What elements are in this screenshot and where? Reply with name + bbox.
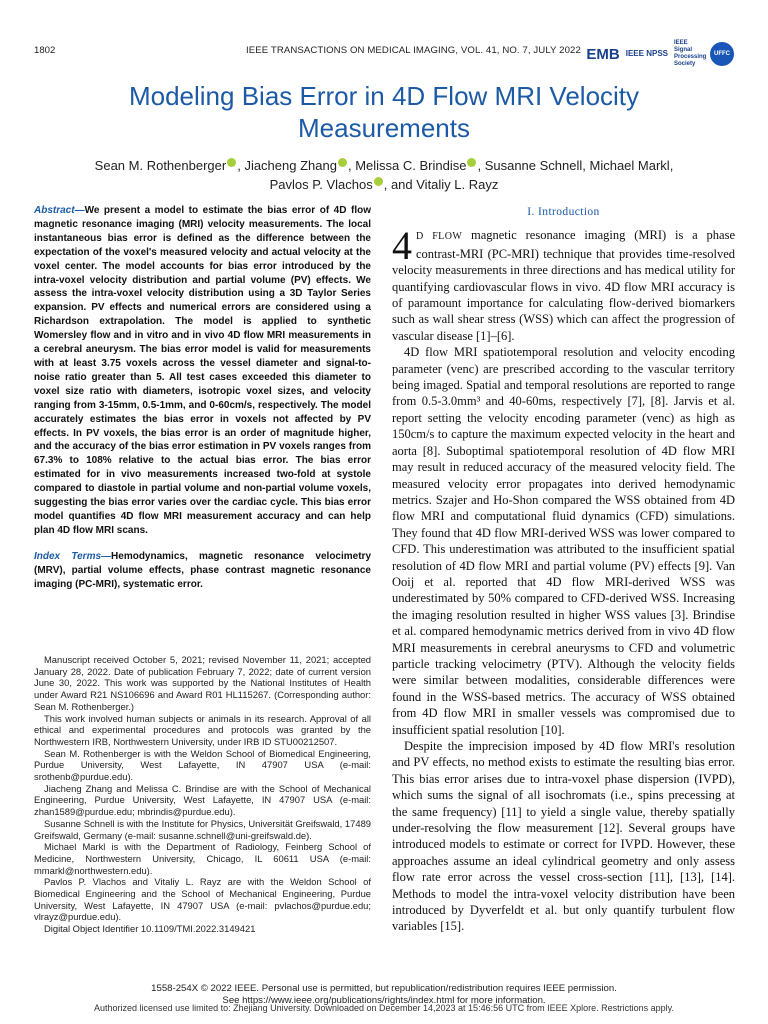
author-separator: , bbox=[347, 158, 356, 173]
abstract-text: We present a model to estimate the bias error of 4D flow magnetic resonance imaging (MRI) velocity measurements. The local instantaneous bias error is defined as the difference between the expectation of the voxel's measured velocity and actual velocity at the voxel center. The model accounts for bias error introduced by the intra-voxel velocity distribution and partial volume (PV) effects. We assess the intra-voxel velocity distribution using a 3D Taylor Series expansion. PV effects and numerical errors are considered using a Richardson extrapolation. The model is applied to synthetic Womersley flow and in vitro and in vivo 4D flow MRI measurements in a cerebral aneurysm. The bias error model is valid for measurements with at least 3.75 voxels across the vessel diameter and signal-to-noise ratio greater than 5. All test cases exceeded this diameter to voxel size ratio with diameters, isotropic voxel sizes, and velocity ranging from 3-15mm, 0.5-1mm, and 0-60cm/s, respectively. The model accurately estimates the bias error in voxels not affected by PV effects. In PV voxels, the bias error is an order of magnitude higher, and the accuracy of the bias error estimation in PV voxels ranges from 67.3% to 108% relative to the actual bias error. The bias error estimated for in vivo measurements increased two-fold at systole compared to diastole in partial volume and non-partial volume voxels, suggesting the bias error varies over the cardiac cycle. This bias error model quantifies 4D flow MRI measurement accuracy and can help plan 4D flow MRI scans. bbox=[34, 205, 371, 536]
index-terms-text: Hemodynamics, magnetic resonance velocimetry (MRV), partial volume effects, phase contrast magnetic resonance imaging (PC-MRI), systematic error. bbox=[34, 550, 372, 590]
paragraph: 4D flow MRI spatiotemporal resolution and velocity encoding parameter (venc) are prescribed according to the vascular territory being imaged. Spatial and temporal resolutions are reported to range from 0.5-3.0mm³ and 40-60ms, respectively [7], [8]. Jarvis et al. report setting the velocity encoding parameter (venc) as high as 150cm/s to capture the maximum expected velocity in the heart and aorta [8]. Suboptimal spatiotemporal resolution of 4D flow MRI may result in reduced accuracy of the measured velocity field. The measured velocity error propagates into derived hemodynamic metrics. Szajer and Ho-Shon compared the WSS obtained from 4D flow MRI and computational fluid dynamics (CFD) simulations. They found that 4D flow MRI-derived WSS was lower compared to CFD. This underestimation was attributed to the insufficient spatial resolution of 4D flow MRI and partial volume (PV) effects [9]. Van Ooij et al. reported that 4D flow MRI-derived WSS was underestimated by 50% compared to CFD-derived WSS. Increasing the imaging resolution resulted in higher WSS values [3]. Brindise et al. compared hemodynamic metrics derived from in vivo 4D flow MRI measurements in cerebral aneurysms to CFD and volumetric particle tracking velocimetry (PTV). Although the velocity fields were similar between modalities, considerable differences were found in the WSS-based metrics. The accuracy of WSS obtained from 4D flow MRI in smaller vessels was compromised due to insufficient spatial resolution [10]. bbox=[392, 345, 735, 737]
drop-cap: 4 bbox=[392, 223, 412, 269]
footnote: This work involved human subjects or animals in its research. Approval of all ethical and experimental procedures and protocols was granted by the Northwestern IRB, Northwestern University, under IRB ID STU00212507. bbox=[34, 712, 371, 747]
section-heading: I. Introduction bbox=[527, 206, 600, 218]
orcid-icon[interactable] bbox=[467, 158, 476, 167]
author-separator: , bbox=[237, 158, 245, 173]
index-terms: Index Terms—Hemodynamics, magnetic resonance velocimetry (MRV), partial volume effects, phase contrast magnetic resonance imaging (PC-MRI), systematic error. bbox=[34, 550, 372, 590]
right-column bbox=[392, 204, 735, 935]
author-name: Melissa C. Brindise bbox=[355, 158, 467, 173]
paragraph: Despite the imprecision imposed by 4D flow MRI's resolution and PV effects, no method exists to estimate the resulting bias error. This bias error arises due to intra-voxel phase dispersion (IVPD), which sums the signal of all isochromats (i.e., spins precessing at the same frequency) [11] to yield a single value, thereby spatially under-resolving the flow measurement [12]. Several groups have introduced models to estimate or correct for IVPD. However, these approaches assume an ideal cylindrical geometry and only assess flow rate error across the vessel cross-section [11], [13], [14]. Methods to model the intra-voxel velocity distribution have been introduced by Dyverfeldt et al. but only quantify turbulent flow variables [15]. bbox=[392, 739, 735, 934]
author-name: Sean M. Rothenberger bbox=[94, 158, 227, 173]
author-separator: , bbox=[477, 158, 485, 173]
author-separator: , bbox=[669, 158, 674, 173]
rights-link[interactable]: See https://www.ieee.org/publications/rights/index.html for more information. bbox=[222, 994, 546, 1006]
footnote: Susanne Schnell is with the Institute for Physics, Universität Greifswald, 17489 Greifswald, Germany (e-mail: susanne.schnell@uni-greifswald.de). bbox=[34, 817, 371, 841]
orcid-icon[interactable] bbox=[374, 177, 383, 186]
footnote: Sean M. Rothenberger is with the Weldon School of Biomedical Engineering, Purdue University, West Lafayette, IN 47907 USA (e-mail: srothenb@purdue.edu). bbox=[34, 747, 371, 783]
page-number: 1802 bbox=[34, 45, 56, 56]
abstract: Abstract—We present a model to estimate the bias error of 4D flow magnetic resonance imaging (MRI) velocity measurements. The local instantaneous bias error is defined as the difference between the expectation of the voxel's measured velocity and actual velocity at the voxel center. The model accounts for bias error introduced by the intra-voxel velocity distribution and partial volume (PV) effects. We assess the intra-voxel velocity distribution using a 3D Taylor Series expansion. PV effects and numerical errors are considered using a Richardson extrapolation. The model is applied to synthetic Womersley flow and in vitro and in vivo 4D flow MRI measurements in a cerebral aneurysm. The bias error model is valid for measurements with at least 3.75 voxels across the vessel diameter and signal-to-noise ratio greater than 5. All test cases exceeded this diameter to voxel size ratio with diameters, isotropic voxel sizes, and velocity ranging from 3-15mm, 0.5-1mm, and 0-60cm/s, respectively. The model accurately estimates the bias error in voxels not affected by PV effects. In PV voxels, the bias error is an order of magnitude higher, and the accuracy of the bias error estimation in PV voxels ranges from 67.3% to 108% relative to the actual bias error. The bias error estimated for in vivo measurements increased two-fold at systole compared to diastole in partial volume and non-partial volume voxels, suggesting the bias error varies over the cardiac cycle. This bias error model quantifies 4D flow MRI measurement accuracy and can help plan 4D flow MRI scans. bbox=[34, 205, 371, 536]
orcid-icon[interactable] bbox=[338, 158, 347, 167]
signal-processing-logo: IEEE Signal Processing Society bbox=[674, 40, 707, 67]
lead-words: D FLOW bbox=[416, 231, 463, 243]
paragraph: 4 D FLOW magnetic resonance imaging (MRI) is a phase contrast-MRI (PC-MRI) technique that provides time-resolved velocity measurements in three directions and has medical utility for quantifying cardiovascular flows in vivo. 4D flow MRI accuracy is of paramount importance for calculating flow-derived biomarkers such as wall shear stress (WSS) which can affect the progression of vascular disease [1]–[6]. bbox=[392, 223, 735, 343]
footnote: Pavlos P. Vlachos and Vitaliy L. Rayz are with the Weldon School of Biomedical Engineering and the School of Mechanical Engineering, Purdue University, West Lafayette, IN 47907 USA (e-mail: pvlachos@purdue.edu; vlrayz@purdue.edu). bbox=[34, 876, 371, 923]
paper-title: Modeling Bias Error in 4D Flow MRI Velocity Measurements bbox=[128, 81, 640, 143]
footnotes bbox=[34, 654, 371, 935]
author-list bbox=[60, 156, 708, 194]
society-logos bbox=[586, 40, 734, 68]
index-terms-label: Index Terms bbox=[34, 550, 102, 562]
author-name: Michael Markl bbox=[589, 158, 670, 173]
author-line-2 bbox=[60, 175, 708, 194]
copyright-line: 1558-254X © 2022 IEEE. Personal use is permitted, but republication/redistribution requires IEEE permission. bbox=[151, 983, 617, 994]
uffc-logo: UFFC bbox=[710, 42, 734, 66]
footnote: Digital Object Identifier 10.1109/TMI.2022.3149421 bbox=[44, 923, 256, 935]
orcid-icon[interactable] bbox=[227, 158, 236, 167]
author-name: , and Vitaliy L. Rayz bbox=[383, 177, 499, 192]
license-notice: Authorized licensed use limited to: Zhejiang University. Downloaded on December 14,2023 at 15:46:56 UTC from IEEE Xplore. Restrictions apply. bbox=[94, 1003, 674, 1013]
abstract-label: Abstract bbox=[34, 205, 75, 216]
running-header bbox=[34, 40, 734, 67]
footnote: Michael Markl is with the Department of Radiology, Feinberg School of Medicine, Northwestern University, Chicago, IL 60611 USA (e-mail: mmarkl@northwestern.edu). bbox=[34, 841, 371, 876]
author-name: Jiacheng Zhang bbox=[244, 158, 337, 173]
emb-logo: EMB bbox=[586, 45, 620, 63]
left-column bbox=[34, 204, 371, 591]
footnote: Jiacheng Zhang and Melissa C. Brindise are with the School of Mechanical Engineering, Purdue University, West Lafayette, IN 47907 USA (e-mail: zhan1589@purdue.edu; mbrindis@purdue.edu). bbox=[34, 782, 371, 818]
author-separator: , bbox=[582, 158, 590, 173]
journal-name: IEEE TRANSACTIONS ON MEDICAL IMAGING, VOL. 41, NO. 7, JULY 2022 bbox=[246, 45, 581, 56]
author-name: Susanne Schnell bbox=[484, 158, 583, 173]
npss-logo: IEEE NPSS bbox=[625, 49, 668, 58]
author-name: Pavlos P. Vlachos bbox=[269, 177, 373, 192]
footnote: Manuscript received October 5, 2021; revised November 11, 2021; accepted January 28, 2022. Date of publication February 7, 2022; date of current version June 30, 2022. This work was supported by the National Institutes of Health under Award R21 NS106696 and Award R01 HL115267. (Corresponding author: Sean M. Rothenberger.) bbox=[34, 654, 371, 712]
author-line-1 bbox=[60, 156, 708, 175]
